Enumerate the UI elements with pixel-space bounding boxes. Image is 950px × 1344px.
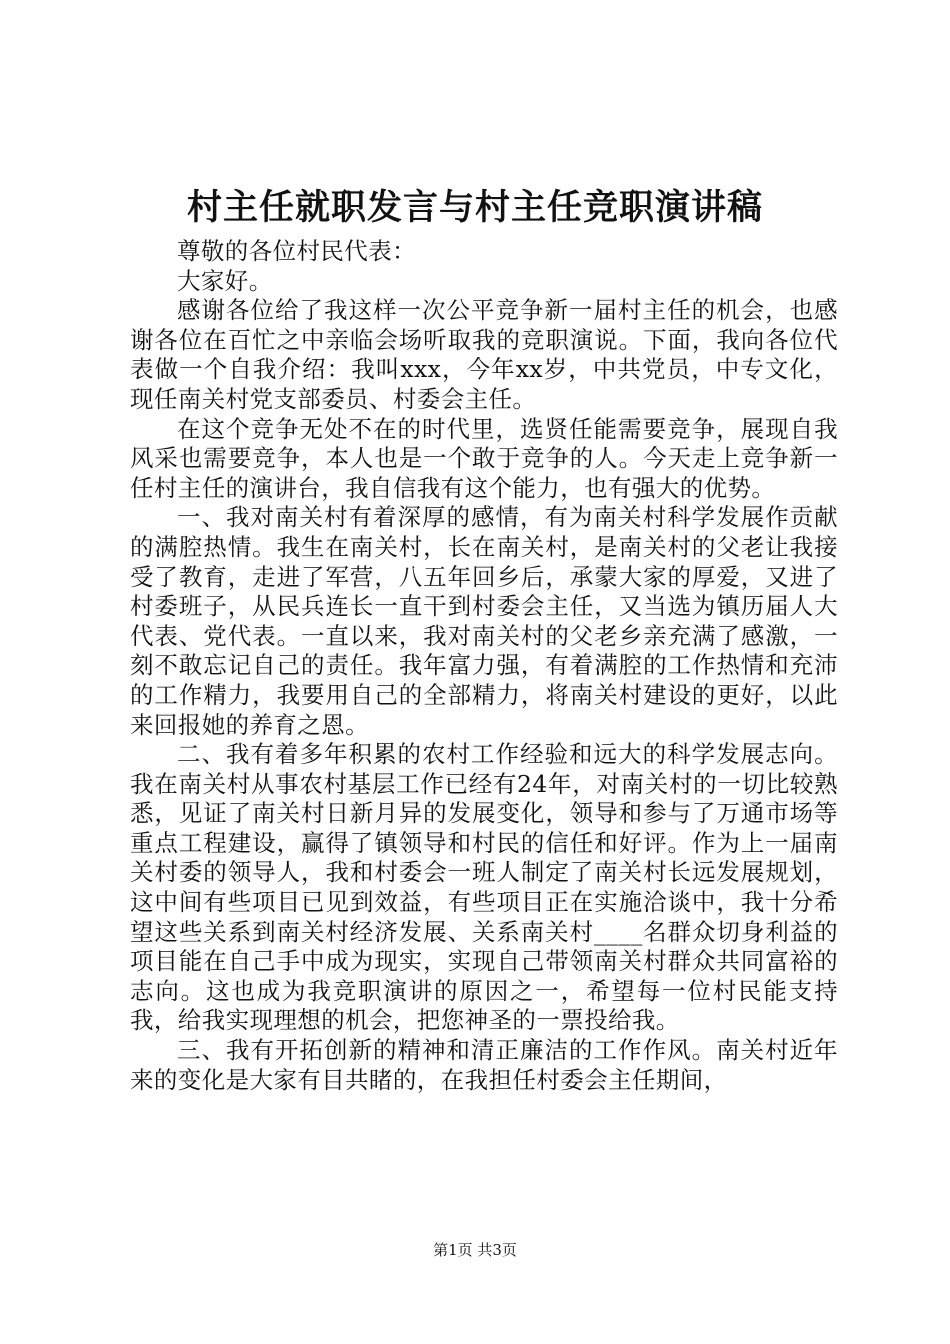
competition-paragraph: 在这个竞争无处不在的时代里，选贤任能需要竞争，展现自我风采也需要竞争，本人也是一个敢于竞争的人。今天走上竞争新一任村主任的演讲台，我自信我有这个能力，也有强大的优势。 xyxy=(130,414,838,502)
point-two-paragraph: 二、我有着多年积累的农村工作经验和远大的科学发展志向。我在南关村从事农村基层工作已经有24年，对南关村的一切比较熟悉，见证了南关村日新月异的发展变化，领导和参与了万通市场等重点工程建设，赢得了镇领导和村民的信任和好评。作为上一届南关村委的领导人，我和村委会一班人制定了南关村长远发展规划，这中间有些项目已见到效益，有些项目正在实施洽谈中，我十分希望这些关系到南关村经济发展、关系南关村____名群众切身利益的项目能在自己手中成为现实，实现自己带领南关村群众共同富裕的志向。这也成为我竞职演讲的原因之一，希望每一位村民能支持我，给我实现理想的机会，把您神圣的一票投给我。 xyxy=(130,740,838,1035)
point-one-paragraph: 一、我对南关村有着深厚的感情，有为南关村科学发展作贡献的满腔热情。我生在南关村，长在南关村，是南关村的父老让我接受了教育，走进了军营，八五年回乡后，承蒙大家的厚爱，又进了村委班子，从民兵连长一直干到村委会主任，又当选为镇历届人大代表、党代表。一直以来，我对南关村的父老乡亲充满了感激，一刻不敢忘记自己的责任。我年富力强，有着满腔的工作热情和充沛的工作精力，我要用自己的全部精力，将南关村建设的更好，以此来回报她的养育之恩。 xyxy=(130,503,838,739)
page-footer: 第1页 共3页 xyxy=(433,1241,517,1259)
document-title: 村主任就职发言与村主任竞职演讲稿 xyxy=(186,187,763,228)
point-three-paragraph: 三、我有开拓创新的精神和清正廉洁的工作作风。南关村近年来的变化是大家有目共睹的，在我担任村委会主任期间， xyxy=(130,1036,838,1094)
document-body xyxy=(130,237,838,1095)
greeting-paragraph: 大家好。 xyxy=(177,266,273,295)
introduction-paragraph: 感谢各位给了我这样一次公平竞争新一届村主任的机会，也感谢各位在百忙之中亲临会场听取我的竞职演说。下面，我向各位代表做一个自我介绍：我叫xxx，今年xx岁，中共党员，中专文化，现任南关村党支部委员、村委会主任。 xyxy=(130,296,838,413)
salutation-paragraph: 尊敬的各位村民代表： xyxy=(177,237,416,265)
